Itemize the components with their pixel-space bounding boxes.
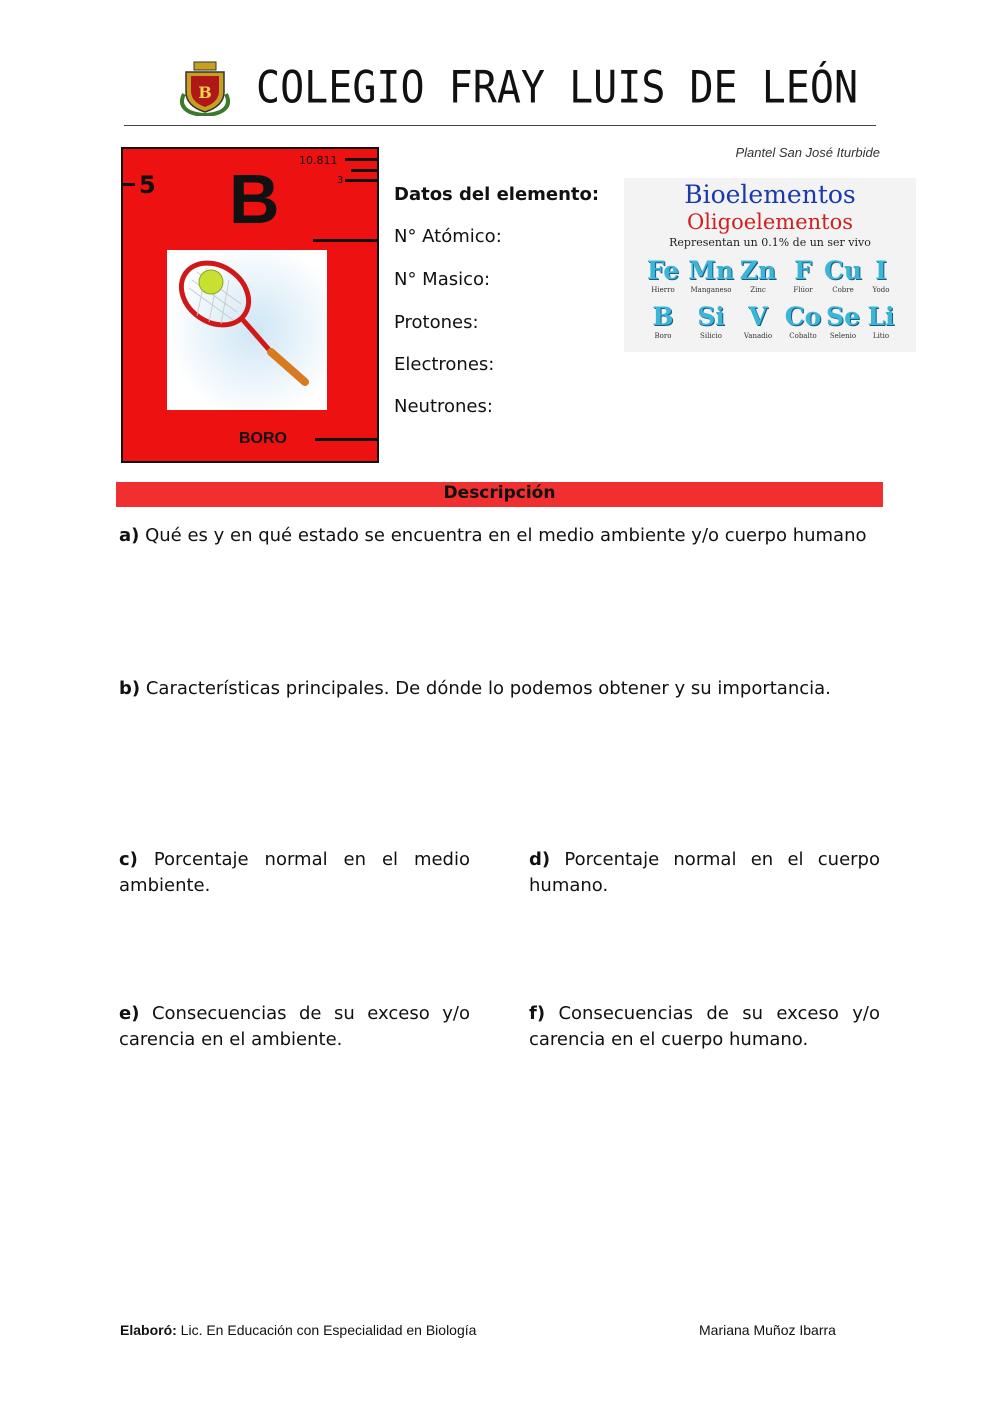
- question-c-label: c): [119, 849, 138, 870]
- card-line: [315, 438, 377, 441]
- card-mass: 10.811: [299, 154, 338, 167]
- bio-element-name: Hierro: [651, 286, 675, 294]
- question-c-text: Porcentaje normal en el medio ambiente.: [119, 849, 470, 896]
- bio-element-symbol: B: [652, 302, 674, 331]
- question-a-label: a): [119, 525, 140, 546]
- bio-element-symbol: F: [794, 256, 812, 285]
- question-d-text: Porcentaje normal en el cuerpo humano.: [529, 849, 880, 896]
- bio-element-name: Silicio: [700, 332, 722, 340]
- bio-caption: Representan un 0.1% de un ser vivo: [669, 236, 871, 249]
- bio-element-symbol: Si: [697, 302, 725, 331]
- tennis-racket-icon: [167, 250, 327, 410]
- school-name: COLEGIO FRAY LUIS DE LEÓN: [256, 62, 859, 114]
- atomic-number-label: N° Atómico:: [394, 226, 502, 247]
- element-card: [121, 147, 379, 463]
- footer-author: Mariana Muñoz Ibarra: [699, 1322, 836, 1338]
- bio-element-name: Flúor: [793, 286, 813, 294]
- question-f-text: Consecuencias de su exceso y/o carencia en el cuerpo humano.: [529, 1003, 880, 1050]
- footer-elaboro-label: Elaboró:: [120, 1322, 177, 1338]
- svg-text:B: B: [198, 83, 212, 102]
- question-b-label: b): [119, 678, 141, 699]
- school-logo: [176, 54, 234, 116]
- bio-element-name: Manganeso: [690, 286, 732, 294]
- datos-title: Datos del elemento:: [394, 184, 600, 205]
- bio-element-name: Selenio: [829, 332, 857, 340]
- bio-element-name: Cobalto: [789, 332, 817, 340]
- question-a: [119, 523, 881, 549]
- bio-element-symbol: Se: [826, 302, 860, 331]
- card-line: [351, 169, 377, 172]
- bio-element-symbol: Cu: [823, 256, 863, 285]
- question-d: [529, 847, 880, 899]
- card-line: [313, 239, 377, 242]
- question-f: [529, 1001, 880, 1053]
- header-divider: [124, 125, 876, 126]
- card-element-name: BORO: [239, 430, 287, 447]
- card-line: [345, 179, 377, 182]
- bio-element-symbol: I: [875, 256, 887, 285]
- bioelementos-graphic: [624, 178, 916, 352]
- card-symbol: B: [229, 160, 280, 238]
- question-e: [119, 1001, 470, 1053]
- mass-number-label: N° Masico:: [394, 269, 491, 290]
- footer-credit: [120, 1322, 476, 1338]
- bio-element-name: Zinc: [750, 286, 766, 294]
- card-line: [123, 183, 135, 186]
- question-b-text: Características principales. De dónde lo podemos obtener y su importancia.: [140, 678, 831, 699]
- electrons-label: Electrones:: [394, 354, 495, 375]
- question-e-text: Consecuencias de su exceso y/o carencia en el ambiente.: [119, 1003, 470, 1050]
- bio-subtitle: Oligoelementos: [686, 210, 854, 234]
- question-e-label: e): [119, 1003, 140, 1024]
- bio-element-symbol: Mn: [688, 256, 734, 285]
- neutrons-label: Neutrones:: [394, 396, 493, 417]
- protons-label: Protones:: [394, 312, 479, 333]
- question-d-label: d): [529, 849, 551, 870]
- question-c: [119, 847, 470, 899]
- bio-element-name: Cobre: [832, 286, 854, 294]
- card-line: [345, 158, 377, 161]
- card-shell: 3: [337, 175, 344, 186]
- card-atomic-number: 5: [139, 171, 156, 199]
- description-header: Descripción: [116, 482, 883, 507]
- bio-element-name: Yodo: [872, 286, 890, 294]
- bio-element-symbol: Zn: [739, 256, 777, 285]
- bio-element-symbol: Li: [867, 302, 895, 331]
- bio-element-symbol: Fe: [646, 256, 680, 285]
- campus-label: Plantel San José Iturbide: [735, 145, 880, 160]
- bio-element-name: Vanadio: [743, 332, 773, 340]
- footer-elaboro-text: Lic. En Educación con Especialidad en Biología: [176, 1322, 477, 1338]
- bio-title: Bioelementos: [684, 180, 856, 209]
- bio-element-name: Boro: [654, 332, 672, 340]
- question-a-text: Qué es y en qué estado se encuentra en el medio ambiente y/o cuerpo humano: [139, 525, 867, 546]
- bio-element-name: Litio: [872, 332, 890, 340]
- bio-element-symbol: V: [748, 302, 768, 331]
- bio-element-symbol: Co: [784, 302, 822, 331]
- question-b: [119, 676, 881, 702]
- question-f-label: f): [529, 1003, 546, 1024]
